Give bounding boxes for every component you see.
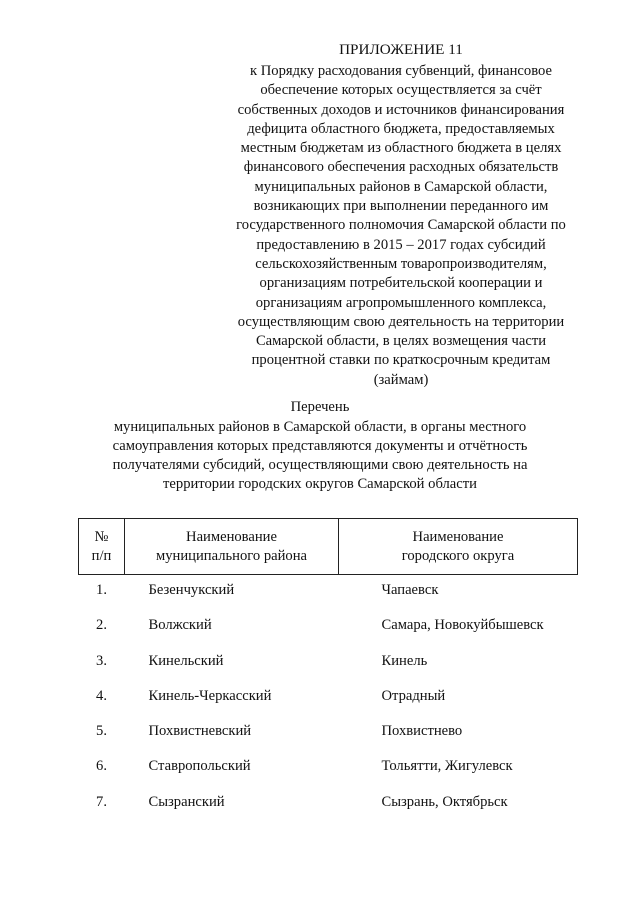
districts-table [78,518,578,828]
row-number: 2. [96,617,107,634]
table-row [79,687,578,722]
appendix-line: финансового обеспечения расходных обязательств [243,159,559,176]
table-row [79,652,578,687]
list-subtitle-line: территории городских округов Самарской области [163,476,477,493]
header-district [125,519,339,575]
appendix-line: дефицита областного бюджета, предоставляемых [247,120,555,137]
row-district: Кинельский [148,652,224,669]
appendix-line: организациям потребительской кооперации и [259,275,543,292]
appendix-title: ПРИЛОЖЕНИЕ 11 [339,41,463,58]
table-row [79,757,578,792]
header-number-line2: п/п [91,547,112,564]
row-number: 4. [96,687,107,704]
table-header-row [79,519,578,575]
header-number-line1: № [94,528,109,545]
appendix-line: сельскохозяйственным товаропроизводителям, [255,255,547,272]
table-row [79,616,578,651]
row-district: Похвистневский [148,723,252,740]
appendix-line: предоставлению в 2015 – 2017 годах субсидий [256,236,546,253]
header-okrug-line2: городского округа [401,547,515,564]
row-number: 5. [96,723,107,740]
row-okrug: Кинель [381,652,428,669]
list-subtitle-line: самоуправления которых представляются документы и отчётность [112,438,528,455]
row-okrug: Сызрань, Октябрьск [381,793,508,810]
row-okrug: Чапаевск [381,582,439,598]
table-row [79,722,578,757]
row-district: Безенчукский [148,582,235,598]
row-number: 3. [96,652,107,669]
table-row [79,793,578,828]
row-okrug: Похвистнево [381,723,463,740]
row-district: Сызранский [148,793,225,810]
appendix-line: собственных доходов и источников финансирования [237,101,565,118]
appendix-line: к Порядку расходования субвенций, финансовое [250,63,552,79]
appendix-line: Самарской области, в целях возмещения части [255,333,547,350]
row-number: 1. [96,582,107,598]
row-district: Ставропольский [148,758,251,775]
row-okrug: Отрадный [381,687,446,704]
appendix-line: организациям агропромышленного комплекса, [255,294,547,311]
row-okrug: Тольятти, Жигулевск [381,758,513,775]
row-district: Волжский [148,617,212,634]
list-subtitle-line: муниципальных районов в Самарской области, в органы местного [113,419,527,436]
appendix-line: возникающих при выполнении переданного им [253,198,549,215]
header-district-line1: Наименование [186,528,277,545]
appendix-line: процентной ставки по краткосрочным кредитам [251,352,551,369]
appendix-line: местным бюджетам из областного бюджета в целях [240,140,562,157]
header-okrug [339,519,578,575]
header-number [79,519,125,575]
header-okrug-line1: Наименование [412,528,504,545]
appendix-text [216,62,586,390]
appendix-line: осуществляющим свою деятельность на территории [237,313,565,330]
header-district-line2: муниципального района [156,547,307,564]
appendix-line: обеспечение которых осуществляется за счёт [260,82,542,99]
appendix-block [216,40,586,390]
list-heading [0,398,640,494]
row-okrug: Самара, Новокуйбышевск [381,617,544,634]
appendix-line: государственного полномочия Самарской области по [236,217,566,234]
row-district: Кинель-Черкасский [148,687,272,704]
list-title: Перечень [290,399,350,415]
table-row [79,575,578,617]
row-number: 7. [96,793,107,810]
appendix-line: (займам) [373,371,429,388]
appendix-line: муниципальных районов в Самарской области, [254,178,548,195]
row-number: 6. [96,758,107,775]
list-subtitle-line: получателями субсидий, осуществляющими свою деятельность на [112,457,528,474]
